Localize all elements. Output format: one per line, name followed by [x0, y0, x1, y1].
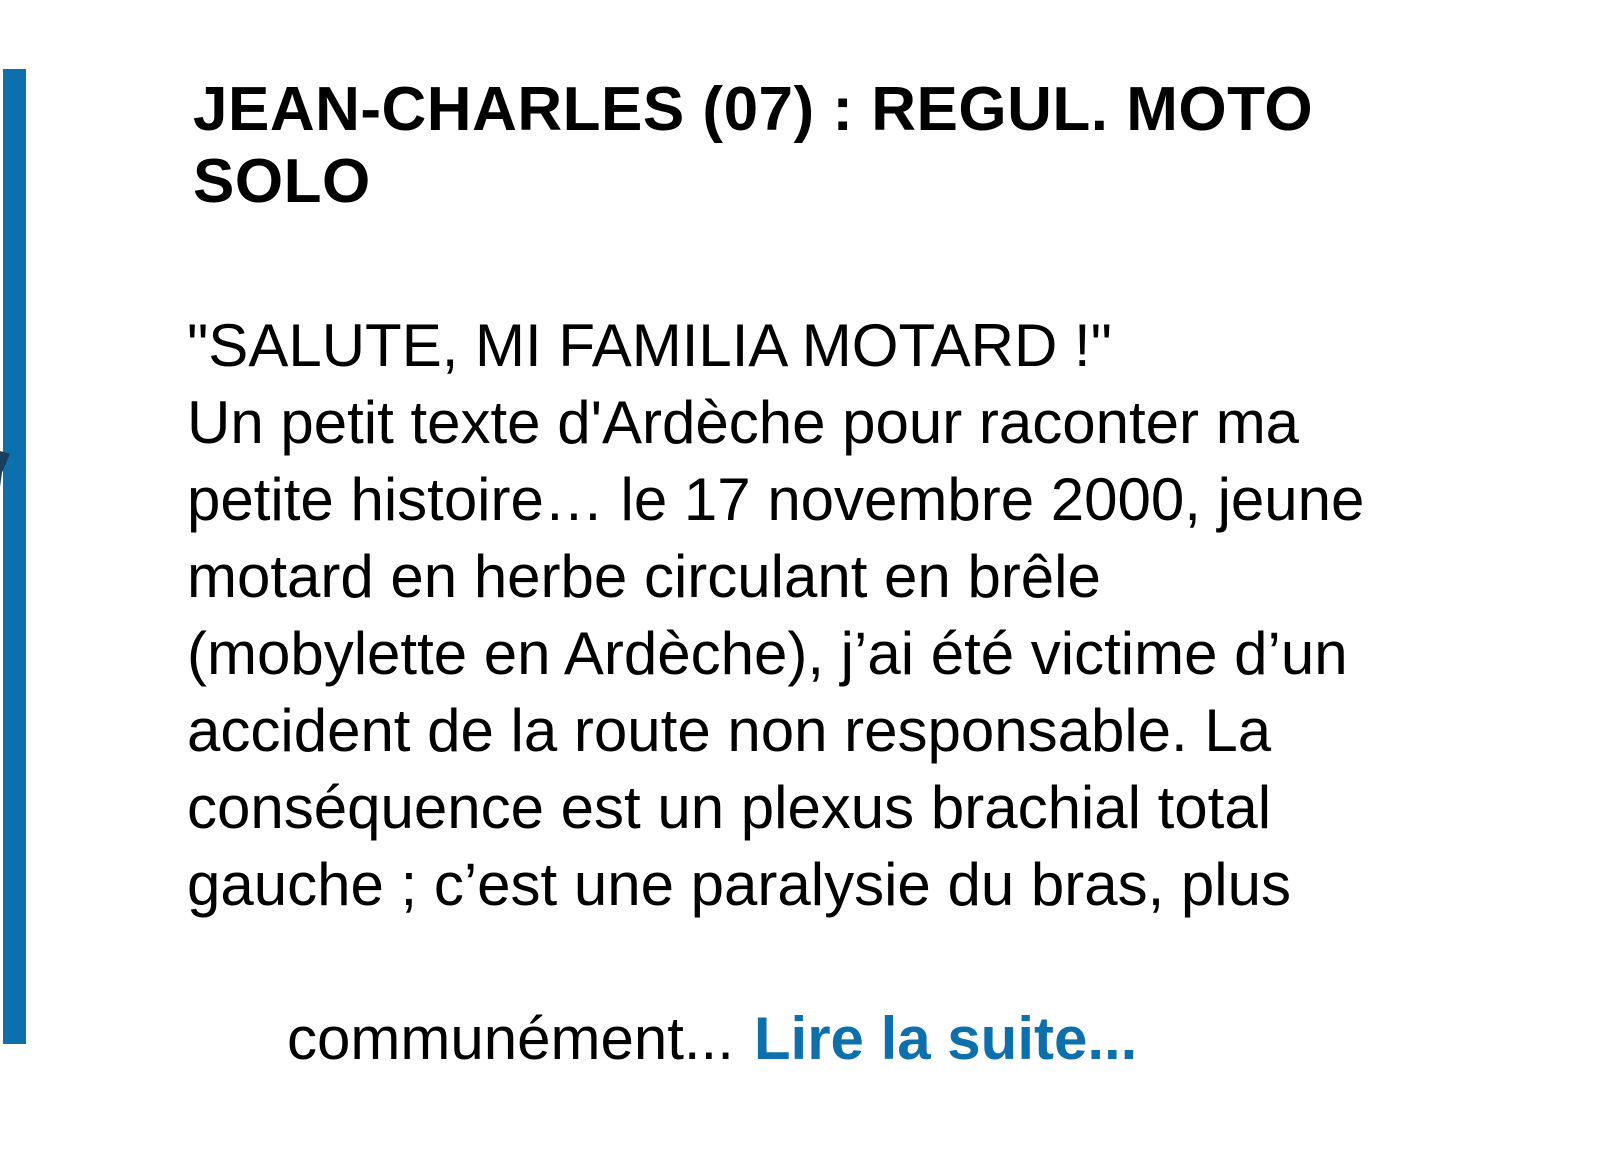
body-line-2: Un petit texte d'Ardèche pour raconter ma: [187, 389, 1300, 456]
body-line-4: motard en herbe circulant en brêle: [187, 543, 1101, 610]
body-line-5: (mobylette en Ardèche), j’ai été victime d’un: [187, 620, 1348, 687]
body-line-3: petite histoire… le 17 novembre 2000, jeune: [187, 466, 1365, 533]
body-line-8: gauche ; c’est une paralysie du bras, plus: [187, 851, 1291, 918]
body-line-9: [187, 923, 1364, 1154]
article-title: [193, 74, 1313, 218]
body-line-7: conséquence est un plexus brachial total: [187, 774, 1272, 841]
title-line-1: JEAN-CHARLES (07) : REGUL. MOTO: [193, 75, 1314, 144]
article-body: [187, 307, 1364, 1154]
body-line-1: "SALUTE, MI FAMILIA MOTARD !": [187, 312, 1112, 379]
body-line-9-text: communément...: [287, 1005, 734, 1072]
body-line-6: accident de la route non responsable. La: [187, 697, 1272, 764]
read-more-link[interactable]: Lire la suite...: [753, 1005, 1138, 1072]
blockquote-accent-bar: [3, 69, 26, 1044]
title-line-2: SOLO: [193, 147, 371, 216]
